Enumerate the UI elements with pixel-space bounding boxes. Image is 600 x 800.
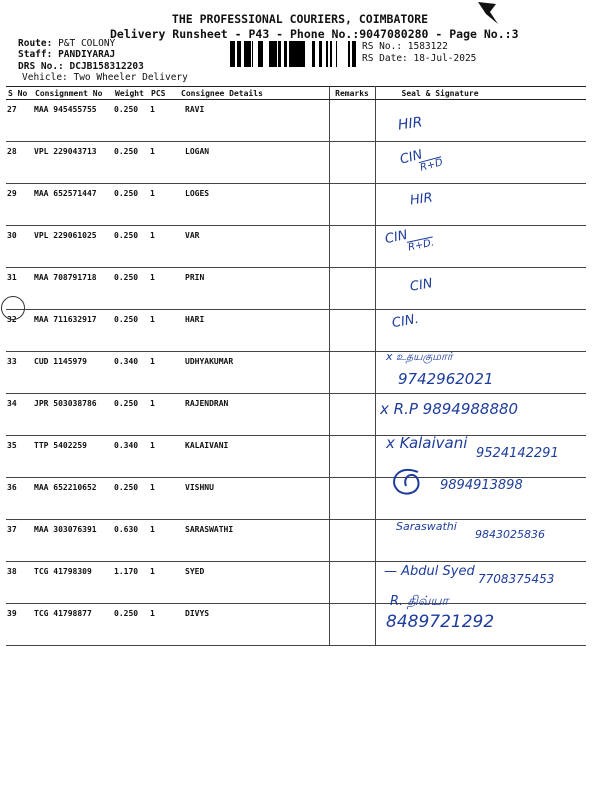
row-sno: 30 <box>6 226 33 268</box>
signature-32: CIN. <box>390 311 420 332</box>
signature-28b: R+D <box>418 157 445 174</box>
row-weight: 0.250 <box>113 604 149 646</box>
row-pcs: 1 <box>149 142 179 184</box>
row-sno: 34 <box>6 394 33 436</box>
signature-34: x R.P 9894988880 <box>380 400 519 418</box>
row-weight: 0.630 <box>113 520 149 562</box>
signature-39a: R. திவ்யா <box>390 594 449 609</box>
runsheet-subtitle: Delivery Runsheet - P43 - Phone No.:9047080280 - Page No.:3 <box>110 27 519 41</box>
row-weight: 0.340 <box>113 352 149 394</box>
drs-line <box>18 61 144 72</box>
table-row <box>6 100 586 142</box>
table-row <box>6 142 586 184</box>
row-remarks <box>329 268 375 310</box>
signature-27: HIR <box>397 114 424 134</box>
signature-36: 9894913898 <box>440 478 523 493</box>
row-signature-cell <box>375 268 586 310</box>
row-remarks <box>329 604 375 646</box>
table-row <box>6 310 586 352</box>
row-consignment-no: VPL 229061025 <box>33 226 113 268</box>
row-pcs: 1 <box>149 226 179 268</box>
company-title: THE PROFESSIONAL COURIERS, COIMBATORE <box>171 12 429 26</box>
col-consignee: Consignee Details <box>179 87 329 100</box>
row-consignment-no: TCG 41798877 <box>33 604 113 646</box>
row-sno: 32 <box>6 310 33 352</box>
table-row <box>6 352 586 394</box>
col-sno: S No <box>6 87 33 100</box>
row-consignment-no: TTP 5402259 <box>33 436 113 478</box>
row-consignment-no: MAA 711632917 <box>33 310 113 352</box>
row-remarks <box>329 562 375 604</box>
row-remarks <box>329 436 375 478</box>
row-remarks <box>329 100 375 142</box>
row-consignee: VISHNU <box>179 478 329 520</box>
row-sno: 31 <box>6 268 33 310</box>
table-row <box>6 604 586 646</box>
rs-number: RS No.: 1583122 <box>362 41 448 52</box>
row-consignment-no: MAA 303076391 <box>33 520 113 562</box>
row-consignee: KALAIVANI <box>179 436 329 478</box>
row-remarks <box>329 142 375 184</box>
row-remarks <box>329 352 375 394</box>
signature-35a: x Kalaivani <box>386 434 468 452</box>
signature-30b: R+D. <box>407 237 436 254</box>
col-weight: Weight <box>113 87 149 100</box>
signature-39b: 8489721292 <box>386 612 495 632</box>
row-pcs: 1 <box>149 100 179 142</box>
row-weight: 0.250 <box>113 478 149 520</box>
row-weight: 0.250 <box>113 142 149 184</box>
row-consignment-no: CUD 1145979 <box>33 352 113 394</box>
row-sno: 28 <box>6 142 33 184</box>
table-header-row <box>6 87 586 100</box>
row-sno: 39 <box>6 604 33 646</box>
row-signature-cell <box>375 184 586 226</box>
row-remarks <box>329 478 375 520</box>
col-pcs: PCS <box>149 87 179 100</box>
route-line <box>18 38 115 49</box>
row-remarks <box>329 520 375 562</box>
table-row <box>6 184 586 226</box>
circled-row-mark <box>1 296 25 320</box>
row-weight: 1.170 <box>113 562 149 604</box>
col-remarks: Remarks <box>329 87 375 100</box>
row-consignee: VAR <box>179 226 329 268</box>
row-sno: 36 <box>6 478 33 520</box>
barcode <box>230 41 358 67</box>
signature-33a: x உதயகுமார் <box>386 350 453 363</box>
row-pcs: 1 <box>149 478 179 520</box>
row-sno: 27 <box>6 100 33 142</box>
row-remarks <box>329 226 375 268</box>
row-pcs: 1 <box>149 184 179 226</box>
row-consignment-no: MAA 652210652 <box>33 478 113 520</box>
row-pcs: 1 <box>149 352 179 394</box>
signature-29: HIR <box>409 190 434 209</box>
signature-37a: Saraswathi <box>396 520 457 533</box>
row-pcs: 1 <box>149 268 179 310</box>
row-sno: 29 <box>6 184 33 226</box>
row-pcs: 1 <box>149 562 179 604</box>
signature-38a: — Abdul Syed <box>384 564 475 579</box>
row-weight: 0.250 <box>113 226 149 268</box>
signature-28a: CIN <box>398 147 425 168</box>
signature-30a: CIN <box>383 227 409 248</box>
row-consignment-no: TCG 41798309 <box>33 562 113 604</box>
row-pcs: 1 <box>149 604 179 646</box>
table-row <box>6 226 586 268</box>
signature-38b: 7708375453 <box>478 572 555 586</box>
route-value: P&T COLONY <box>58 38 116 49</box>
row-consignment-no: MAA 652571447 <box>33 184 113 226</box>
row-consignee: HARI <box>179 310 329 352</box>
row-weight: 0.250 <box>113 394 149 436</box>
row-weight: 0.250 <box>113 100 149 142</box>
row-sno: 37 <box>6 520 33 562</box>
staff-line <box>18 49 115 60</box>
row-sno: 35 <box>6 436 33 478</box>
row-consignment-no: VPL 229043713 <box>33 142 113 184</box>
drs-value: DCJB158312203 <box>69 61 144 72</box>
row-consignee: SARASWATHI <box>179 520 329 562</box>
row-remarks <box>329 184 375 226</box>
drs-label: DRS No.: <box>18 61 64 72</box>
row-weight: 0.250 <box>113 268 149 310</box>
row-weight: 0.250 <box>113 184 149 226</box>
row-pcs: 1 <box>149 310 179 352</box>
vehicle-line: Vehicle: Two Wheeler Delivery <box>22 72 188 83</box>
signature-37b: 9843025836 <box>475 528 545 541</box>
table-row <box>6 268 586 310</box>
row-pcs: 1 <box>149 520 179 562</box>
signature-36-scribble <box>388 466 428 500</box>
row-consignee: RAJENDRAN <box>179 394 329 436</box>
signature-33b: 9742962021 <box>398 370 494 388</box>
row-consignee: LOGAN <box>179 142 329 184</box>
row-consignee: SYED <box>179 562 329 604</box>
route-label: Route: <box>18 38 53 49</box>
row-consignee: PRIN <box>179 268 329 310</box>
row-consignee: UDHYAKUMAR <box>179 352 329 394</box>
row-consignment-no: JPR 503038786 <box>33 394 113 436</box>
row-pcs: 1 <box>149 436 179 478</box>
row-remarks <box>329 394 375 436</box>
staff-value: PANDIYARAJ <box>58 49 116 60</box>
col-consignment: Consignment No <box>33 87 113 100</box>
rs-date: RS Date: 18-Jul-2025 <box>362 53 477 64</box>
signature-35b: 9524142291 <box>476 446 559 461</box>
col-signature: Seal & Signature <box>375 87 586 100</box>
row-pcs: 1 <box>149 394 179 436</box>
row-sno: 38 <box>6 562 33 604</box>
row-consignee: DIVYS <box>179 604 329 646</box>
signature-31: CIN <box>408 276 434 295</box>
row-consignment-no: MAA 945455755 <box>33 100 113 142</box>
row-consignee: RAVI <box>179 100 329 142</box>
row-weight: 0.250 <box>113 310 149 352</box>
row-consignee: LOGES <box>179 184 329 226</box>
row-remarks <box>329 310 375 352</box>
row-consignment-no: MAA 708791718 <box>33 268 113 310</box>
staff-label: Staff: <box>18 49 53 60</box>
row-weight: 0.340 <box>113 436 149 478</box>
row-sno: 33 <box>6 352 33 394</box>
runsheet-table <box>6 86 586 646</box>
